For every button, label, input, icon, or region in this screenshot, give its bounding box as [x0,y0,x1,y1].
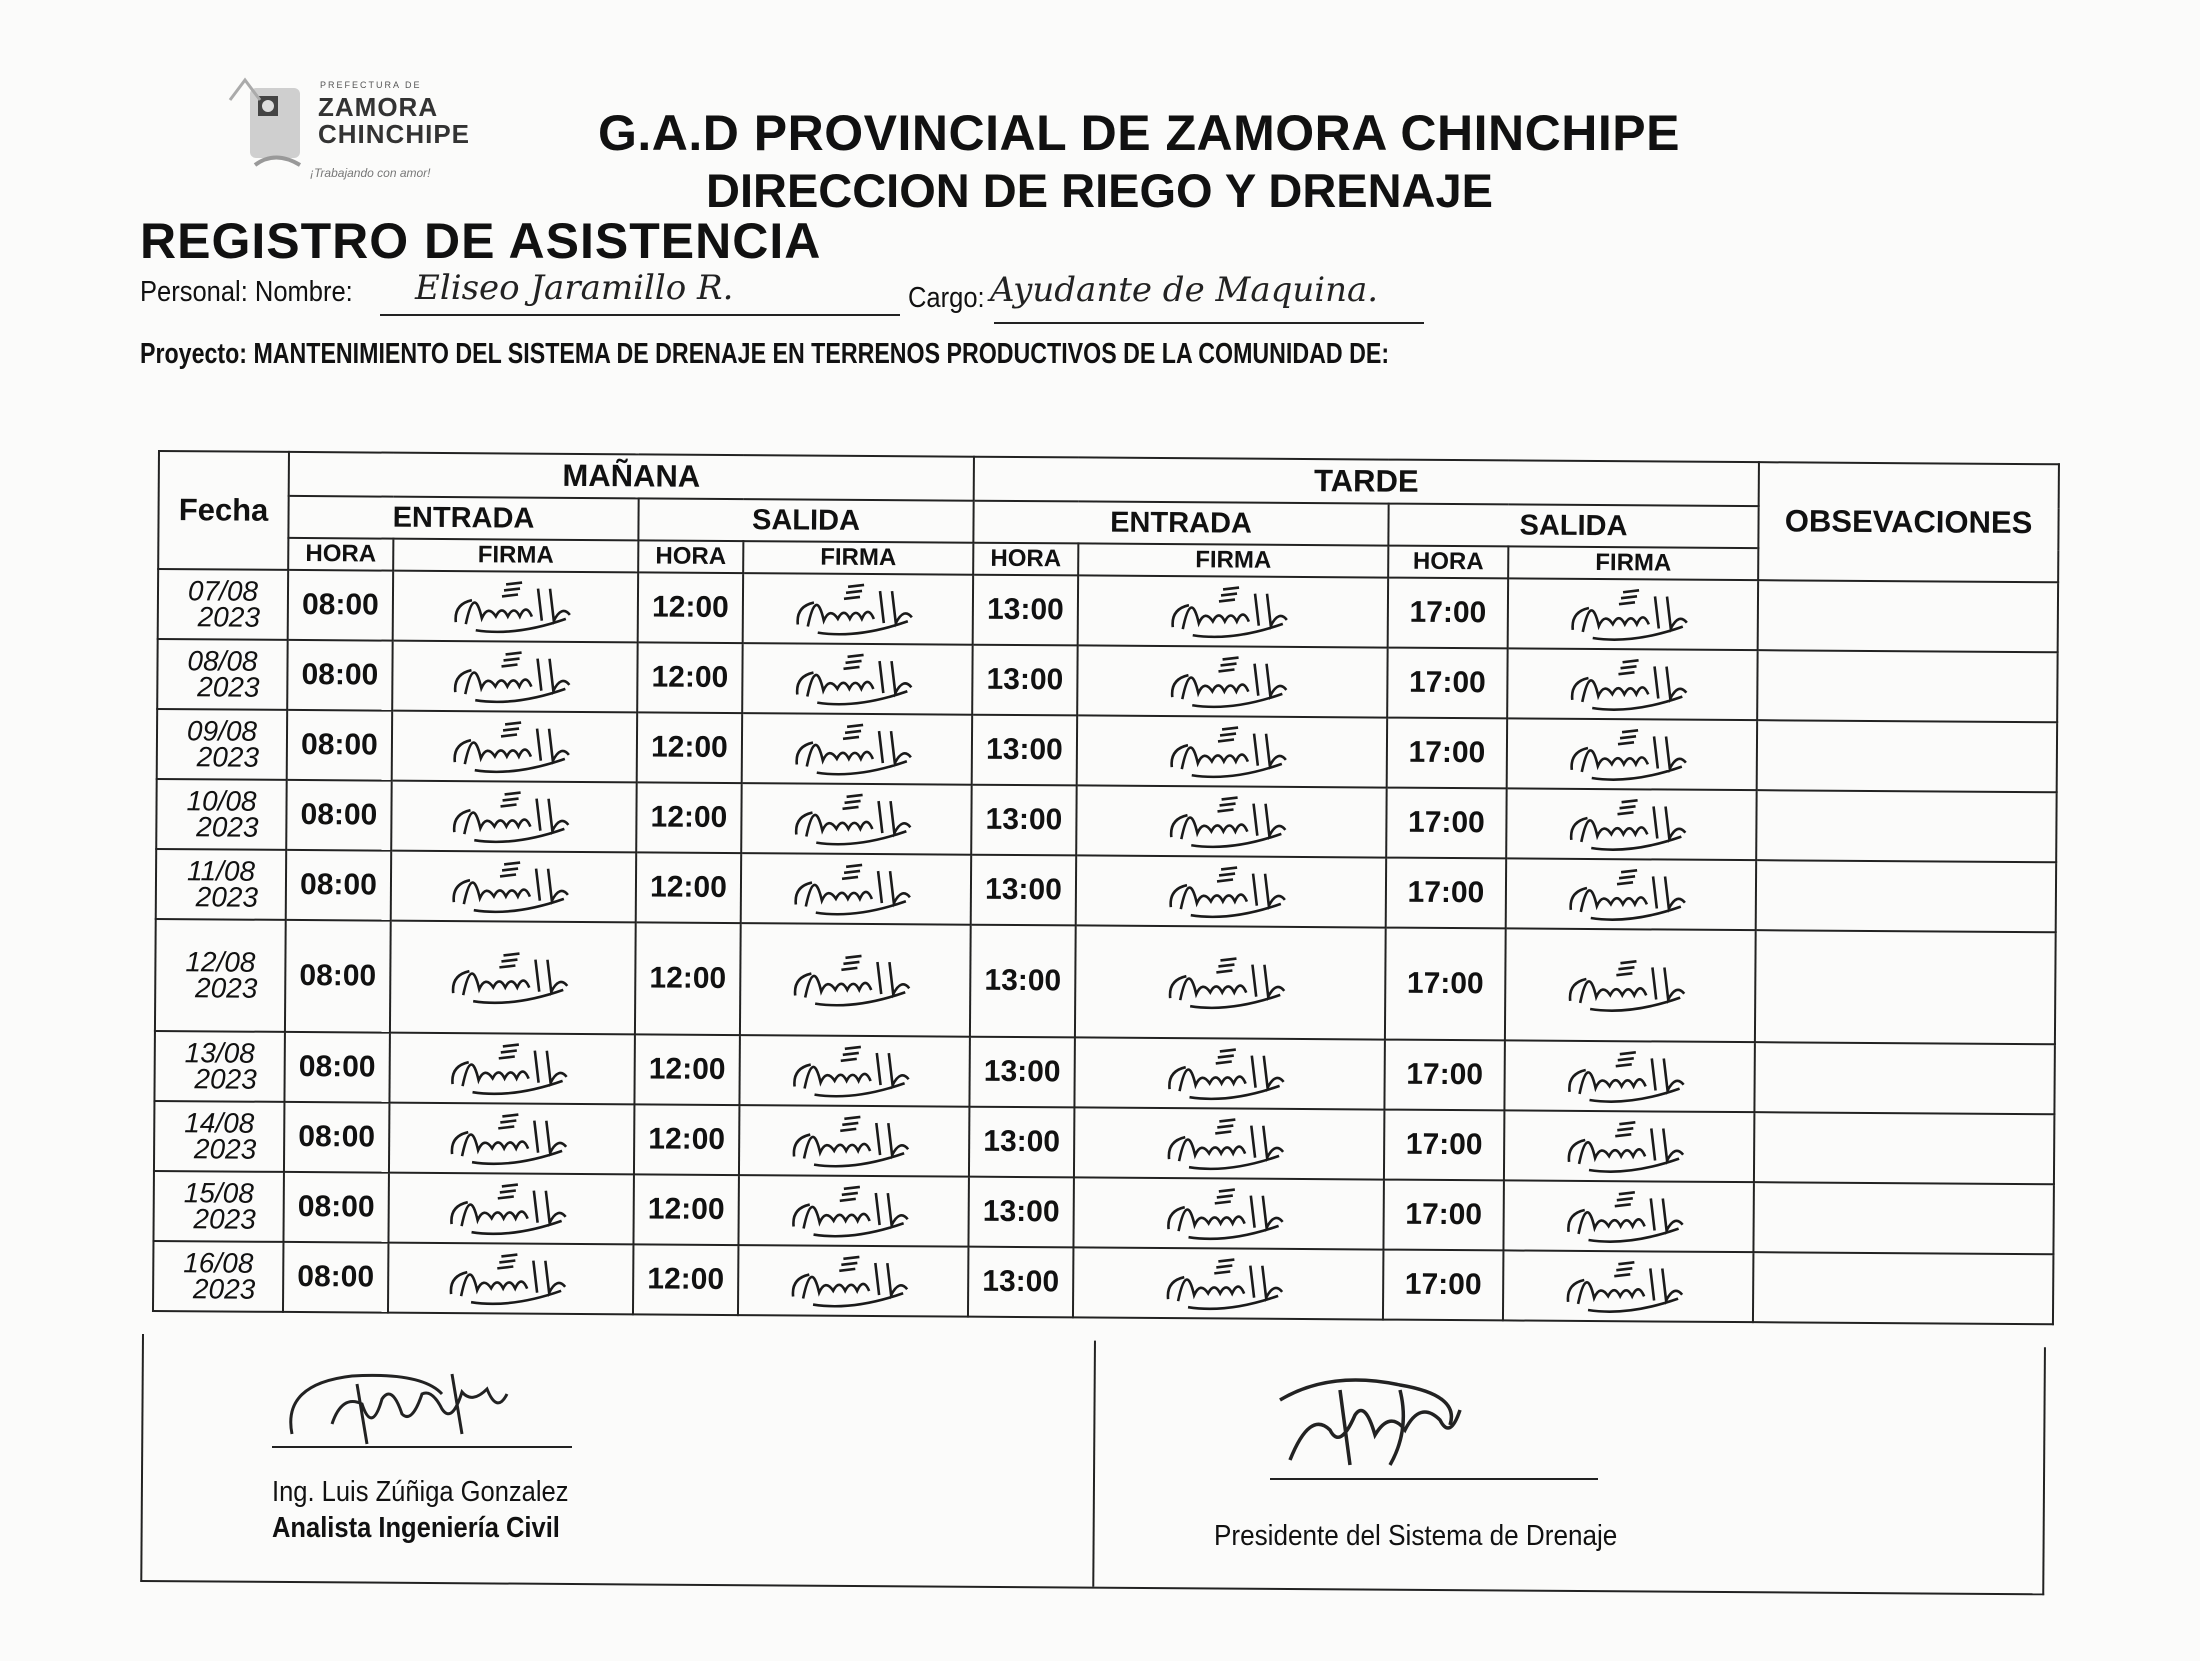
employee-signature [1558,1254,1698,1319]
employee-signature [1559,1044,1699,1109]
afternoon-entry-time: 13:00 [973,575,1078,646]
afternoon-exit-signature [1503,1180,1754,1252]
date-cell [153,1241,283,1312]
morning-entry-signature [392,711,637,783]
morning-exit-time: 12:00 [635,922,741,1035]
morning-exit-signature [741,853,971,925]
morning-entry-time: 08:00 [287,640,392,711]
afternoon-exit-time: 17:00 [1384,1040,1504,1111]
afternoon-exit-signature [1507,718,1758,790]
date-year: 2023 [196,741,260,773]
employee-signature [787,716,927,781]
date-day-month: 08/08 [187,645,258,677]
afternoon-entry-signature [1077,645,1387,717]
afternoon-exit-signature [1504,1110,1755,1182]
afternoon-exit-time: 17:00 [1387,648,1507,719]
morning-exit-signature [742,713,972,785]
date-day-month: 11/08 [186,855,256,887]
analyst-name: Ing. Luis Zúñiga Gonzalez [272,1476,569,1508]
observations-cell [1757,720,2057,792]
employee-signature [1561,792,1701,857]
table-row [157,639,2058,722]
employee-signature [445,644,585,709]
date-cell [156,849,286,920]
morning-exit-time: 12:00 [637,712,742,783]
employee-signature [783,1248,923,1313]
employee-signature [443,945,583,1010]
morning-exit-time: 12:00 [633,1244,738,1315]
employee-signature [783,1178,923,1243]
employee-signature [1159,1041,1299,1106]
table-row [158,569,2059,652]
date-cell [154,1031,284,1102]
employee-signature [445,574,585,639]
afternoon-exit-signature [1507,648,1758,720]
header-tarde-entrada: ENTRADA [973,501,1388,546]
morning-entry-signature [391,781,636,853]
cargo-label: Cargo: [908,282,985,314]
morning-exit-signature [741,783,971,855]
morning-exit-signature [739,1105,969,1177]
signature-divider [1092,1341,1096,1587]
employee-signature [1161,789,1301,854]
afternoon-entry-signature [1076,855,1386,927]
date-year: 2023 [194,1063,257,1095]
date-day-month: 09/08 [186,715,258,747]
afternoon-entry-signature [1073,1177,1383,1249]
afternoon-entry-time: 13:00 [972,715,1077,786]
afternoon-exit-signature [1505,928,1756,1042]
table-row [154,1101,2055,1184]
afternoon-exit-signature [1506,858,1757,930]
afternoon-entry-time: 13:00 [971,785,1076,856]
employee-signature [1560,953,1700,1018]
date-year: 2023 [195,881,259,913]
header-manana-entrada: ENTRADA [288,496,638,540]
employee-signature [441,1106,581,1171]
morning-entry-time: 08:00 [284,1102,389,1173]
employee-signature [1160,950,1300,1015]
employee-signature [1162,719,1302,784]
afternoon-exit-time: 17:00 [1387,718,1507,789]
afternoon-entry-signature [1074,1107,1384,1179]
afternoon-entry-time: 13:00 [970,925,1076,1038]
afternoon-exit-signature [1503,1250,1754,1322]
date-cell [157,639,287,710]
employee-signature [442,1036,582,1101]
morning-exit-signature [739,1035,969,1107]
header-tarde: TARDE [974,457,1759,506]
morning-exit-signature [738,1245,968,1317]
morning-entry-signature [389,1033,634,1105]
morning-entry-signature [389,1103,634,1175]
observations-cell [1754,1042,2054,1114]
morning-entry-signature [392,641,637,713]
employee-signature [1158,1181,1298,1246]
president-sign-line [1270,1478,1598,1480]
observations-cell [1755,930,2056,1044]
date-year: 2023 [193,1203,256,1235]
date-year: 2023 [197,601,261,633]
date-year: 2023 [193,1133,257,1165]
date-cell [154,1101,284,1172]
observations-cell [1756,790,2056,862]
employee-signature [441,1246,581,1311]
morning-entry-signature [390,921,636,1035]
date-day-month: 13/08 [184,1037,255,1069]
observations-cell [1756,860,2056,932]
employee-signature [444,784,584,849]
afternoon-entry-time: 13:00 [969,1037,1074,1108]
date-day-month: 12/08 [185,946,256,978]
register-title: REGISTRO DE ASISTENCIA [140,213,822,269]
document-title: G.A.D PROVINCIAL DE ZAMORA CHINCHIPE [598,105,1680,161]
employee-signature [1558,1184,1698,1249]
logo-small-text: PREFECTURA DE [320,80,422,90]
document-subtitle: DIRECCION DE RIEGO Y DRENAJE [706,164,1493,217]
afternoon-entry-time: 13:00 [969,1107,1074,1178]
afternoon-exit-time: 17:00 [1388,578,1508,649]
observations-cell [1757,650,2057,722]
logo-name-line1: ZAMORA [318,92,439,122]
morning-entry-time: 08:00 [284,1032,389,1103]
morning-exit-time: 12:00 [634,1034,739,1105]
logo-name-line2: CHINCHIPE [318,119,471,149]
employee-signature [786,786,926,851]
afternoon-exit-signature [1506,788,1757,860]
afternoon-entry-signature [1074,1037,1384,1109]
observations-cell [1754,1112,2054,1184]
employee-signature [785,947,925,1012]
employee-signature [1159,1111,1299,1176]
table-row [154,1031,2055,1114]
table-row [153,1241,2054,1324]
date-cell [158,569,288,640]
date-day-month: 15/08 [183,1177,254,1209]
employee-signature [1162,649,1302,714]
afternoon-entry-time: 13:00 [968,1177,1073,1248]
morning-exit-signature [743,573,973,645]
date-cell [157,709,287,780]
afternoon-entry-signature [1077,715,1387,787]
employee-signature [1562,722,1702,787]
date-year: 2023 [192,1273,256,1305]
employee-signature [1561,862,1701,927]
date-cell [156,779,286,850]
morning-entry-time: 08:00 [283,1242,388,1313]
afternoon-exit-time: 17:00 [1385,928,1506,1041]
employee-signature [787,646,927,711]
morning-exit-time: 12:00 [633,1174,738,1245]
afternoon-exit-time: 17:00 [1384,1110,1504,1181]
project-text: Proyecto: MANTENIMIENTO DEL SISTEMA DE DRENAJE EN TERRENOS PRODUCTIVOS DE LA COMUNIDAD DE: [140,338,1390,370]
date-year: 2023 [194,972,258,1004]
morning-exit-signature [740,923,971,1037]
header-tarde-salida: SALIDA [1388,504,1758,549]
date-day-month: 07/08 [187,575,259,607]
observations-cell [1753,1252,2053,1324]
date-year: 2023 [196,811,259,843]
date-year: 2023 [197,671,260,703]
employee-signature [1562,652,1702,717]
header-manana-salida: SALIDA [638,498,973,542]
header-hora: HORA [638,540,743,573]
cargo-underline [994,322,1424,324]
analyst-signature [272,1364,592,1454]
date-day-month: 16/08 [183,1247,254,1279]
table-row [153,1171,2054,1254]
afternoon-entry-signature [1075,925,1386,1039]
employee-signature [1158,1251,1298,1316]
header-fecha: Fecha [158,451,289,570]
name-underline [380,314,900,316]
date-cell [155,919,286,1032]
header-manana: MAÑANA [289,452,974,501]
employee-signature [1559,1114,1699,1179]
morning-entry-signature [388,1173,633,1245]
employee-signature [441,1176,581,1241]
date-cell [153,1171,283,1242]
personal-name: Eliseo Jaramillo R. [415,268,734,308]
afternoon-entry-time: 13:00 [972,645,1077,716]
employee-signature [788,576,928,641]
header-hora: HORA [288,538,393,571]
morning-entry-time: 08:00 [283,1172,388,1243]
employee-signature [1563,582,1703,647]
afternoon-exit-time: 17:00 [1383,1180,1503,1251]
header-firma: FIRMA [1508,546,1758,580]
employee-signature [1163,579,1303,644]
attendance-table [152,450,2060,1325]
observations-cell [1754,1182,2054,1254]
header-firma: FIRMA [1078,543,1388,577]
morning-exit-time: 12:00 [636,852,741,923]
header-observaciones: OBSEVACIONES [1758,462,2059,582]
morning-entry-time: 08:00 [287,710,392,781]
afternoon-entry-time: 13:00 [968,1247,1073,1318]
afternoon-entry-time: 13:00 [971,855,1076,926]
morning-entry-time: 08:00 [286,850,391,921]
logo-name [318,94,470,148]
morning-entry-signature [393,571,638,643]
morning-entry-signature [388,1243,633,1315]
employee-signature [1161,859,1301,924]
table-row [156,779,2057,862]
morning-exit-time: 12:00 [637,642,742,713]
employee-signature [784,1038,924,1103]
afternoon-entry-signature [1076,785,1386,857]
morning-exit-time: 12:00 [638,572,743,643]
president-role: Presidente del Sistema de Drenaje [1214,1520,1618,1552]
morning-exit-signature [738,1175,968,1247]
morning-entry-signature [391,851,636,923]
employee-signature [786,856,926,921]
header-firma: FIRMA [393,539,638,573]
president-signature [1250,1370,1510,1480]
afternoon-exit-time: 17:00 [1383,1250,1503,1321]
table-row [157,709,2058,792]
cargo-value: Ayudante de Maquina. [990,270,1379,310]
afternoon-entry-signature [1073,1247,1383,1319]
personal-label: Personal: Nombre: [140,276,353,308]
employee-signature [444,714,584,779]
morning-entry-time: 08:00 [285,920,391,1033]
afternoon-exit-time: 17:00 [1386,858,1506,929]
analyst-role: Analista Ingeniería Civil [272,1512,560,1544]
morning-exit-signature [742,643,972,715]
header-hora: HORA [973,543,1078,576]
afternoon-exit-signature [1504,1040,1755,1112]
table-row [155,919,2056,1044]
date-day-month: 14/08 [184,1107,255,1139]
header-hora: HORA [1388,546,1508,579]
afternoon-exit-time: 17:00 [1386,788,1506,859]
morning-exit-time: 12:00 [636,782,741,853]
observations-cell [1758,580,2058,652]
header-firma: FIRMA [743,541,973,575]
employee-signature [443,854,583,919]
table-row [156,849,2057,932]
attendance-rows [153,569,2058,1324]
morning-entry-time: 08:00 [288,570,393,641]
morning-exit-time: 12:00 [634,1104,739,1175]
afternoon-exit-signature [1508,578,1759,650]
afternoon-entry-signature [1078,575,1388,647]
logo-slogan: ¡Trabajando con amor! [310,166,431,180]
morning-entry-time: 08:00 [286,780,391,851]
date-day-month: 10/08 [186,785,257,817]
analyst-sign-line [272,1446,572,1448]
employee-signature [784,1108,924,1173]
